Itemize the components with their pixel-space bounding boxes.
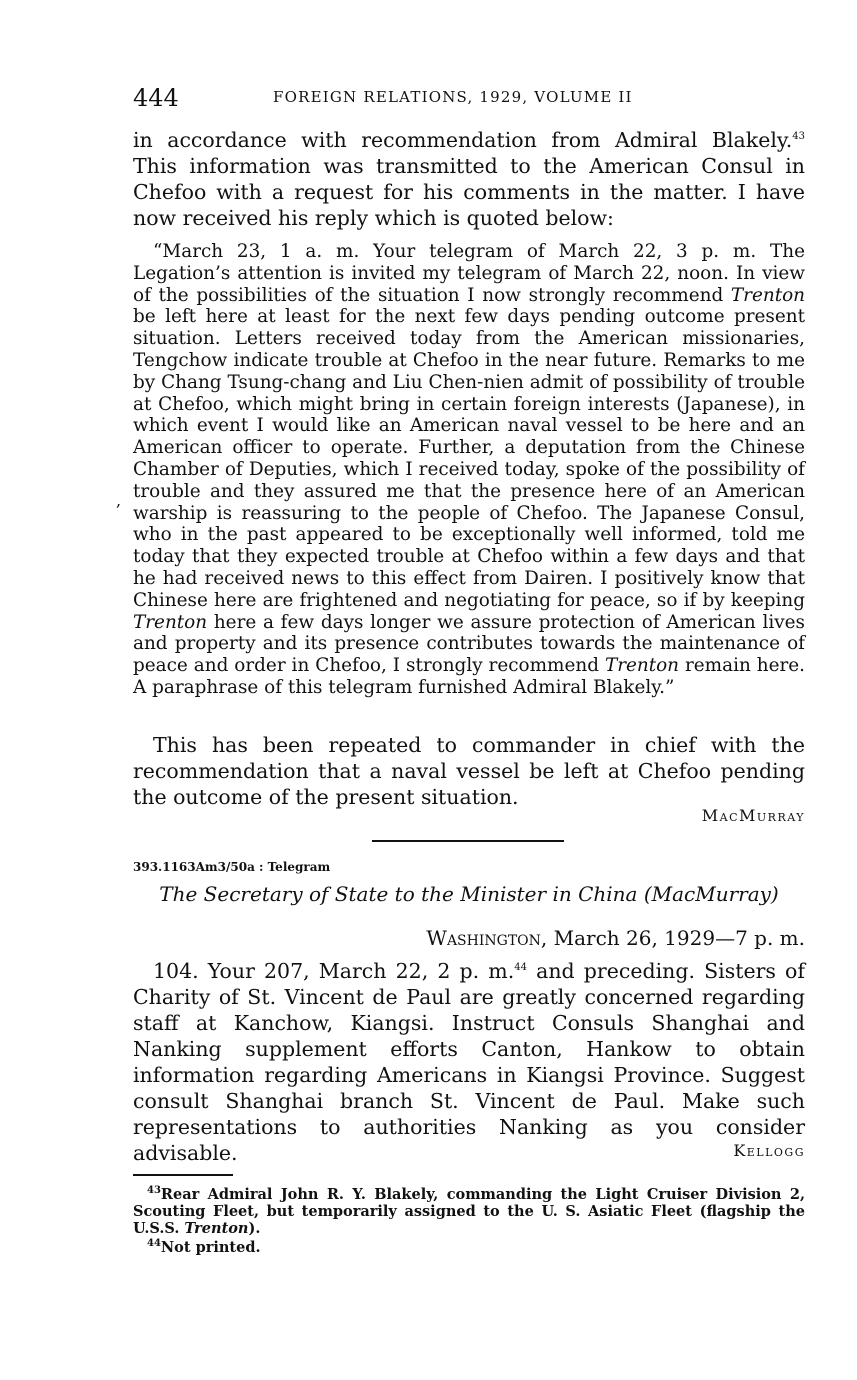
ship-name: Trenton — [133, 611, 208, 633]
footnote-rule — [133, 1174, 233, 1176]
quote-text: be left here at least for the next few days pending outcome present situation. Letters received today from the American missionaries, Tengchow indicate trouble at Chefoo in the near future. Remarks to me by Chang Tsung-chang and Liu Chen-nien admit of possibility of trouble at Chefoo, which might bring in certain foreign interests (Japanese), in which event I would like an American naval vessel to be here and an American officer to operate. Further, a deputation from the Chinese Chamber of Deputies, which I received today, spoke of the possibility of trouble and they assured me that the presence here of an American warship is reassuring to the people of Chefoo. The Japanese Consul, who in the past appeared to be exceptionally well informed, told me today that they expected trouble at Chefoo within a few days and that he had received news to this effect from Dairen. I positively know that Chinese here are frightened and negotiating for peace, so if by keeping — [133, 306, 805, 611]
paragraph-intro — [133, 127, 805, 231]
paragraph-text: This has been repeated to commander in chief with the recommendation that a naval vessel be left at Chefoo pending the outcome of the present situation. — [133, 733, 805, 809]
footnote-43 — [133, 1186, 805, 1237]
quoted-telegram — [133, 241, 805, 699]
footnote-text: ). — [248, 1220, 261, 1237]
paragraph-text: 104. Your 207, March 22, 2 p. m. — [153, 959, 515, 983]
paragraph-text: This information was transmitted to the American Consul in Chefoo with a request for his comments in the matter. I have now received his reply which is quoted below: — [133, 154, 805, 230]
stray-mark: , — [116, 491, 122, 510]
ship-name: Trenton — [184, 1220, 249, 1237]
quote-text: remain here. A paraphrase of this telegram furnished Admiral Blakely.” — [133, 655, 805, 698]
ship-name: Trenton — [604, 655, 680, 677]
footnote-ref: 43 — [792, 131, 805, 143]
footnote-text: Not printed. — [160, 1239, 261, 1256]
footnote-ref: 44 — [514, 962, 527, 974]
document-file-id: 393.1163Am3/50a : Telegram — [133, 860, 331, 874]
paragraph-telegram-104 — [133, 958, 805, 1166]
signature-kellogg: Kellogg — [733, 1141, 805, 1160]
quote-text: here a few days longer we assure protection of American lives and property and its presence contributes towards the maintenance of peace and order in Chefoo, I strongly recommend — [133, 611, 805, 677]
quote-text: “March 23, 1 a. m. Your telegram of March 22, 3 p. m. The Legation’s attention is invited my telegram of March 22, noon. In view of the possibilities of the situation I now strongly recommend — [133, 241, 805, 306]
page-header — [133, 84, 805, 112]
section-divider — [372, 840, 564, 842]
paragraph-text: in accordance with recommendation from Admiral Blakely. — [133, 128, 793, 152]
dateline-place: Washington — [426, 926, 541, 950]
running-head: FOREIGN RELATIONS, 1929, VOLUME II — [273, 88, 633, 106]
paragraph-text: and preceding. Sisters of Charity of St. Vincent de Paul are greatly concerned regarding staff at Kanchow, Kiangsi. Instruct Consuls Shanghai and Nanking supplement efforts Canton, Hankow to obtain information regarding Americans in Kiangsi Province. Suggest consult Shanghai branch St. Vincent de Paul. Make such representations to authorities Nanking as you consider advisable. — [133, 959, 805, 1165]
page-number: 444 — [133, 84, 179, 112]
footnote-number: 44 — [147, 1238, 161, 1250]
footnote-text: Rear Admiral John R. Y. Blakely, commanding the Light Cruiser Division 2, Scouting Fleet, but temporarily assigned to the U. S. Asiatic Fleet (flagship the U.S.S. — [133, 1186, 805, 1237]
dateline-date: , March 26, 1929—7 p. m. — [540, 926, 805, 950]
footnote-44 — [133, 1239, 805, 1256]
footnote-number: 43 — [147, 1185, 161, 1197]
paragraph-repeated — [133, 732, 805, 810]
dateline — [426, 926, 805, 950]
document-title: The Secretary of State to the Minister in China (MacMurray) — [159, 882, 779, 906]
signature-macmurray: MacMurray — [701, 806, 805, 825]
ship-name: Trenton — [730, 284, 805, 306]
